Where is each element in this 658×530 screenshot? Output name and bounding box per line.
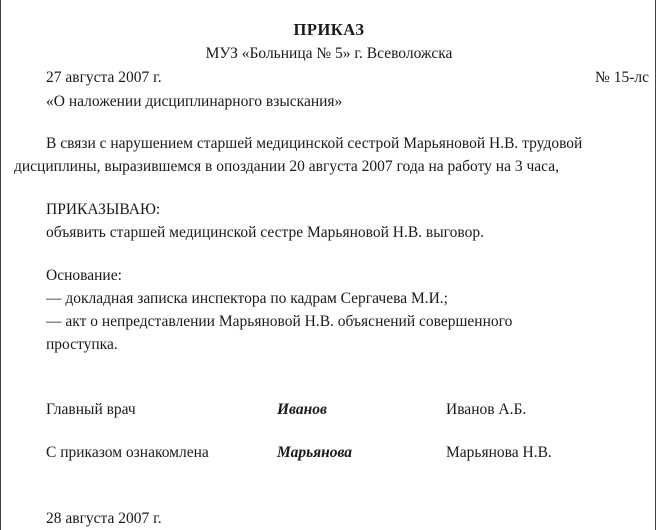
director-position: Главный врач — [46, 401, 136, 418]
basis-item-1: — докладная записка инспектора по кадрам Сергачева М.И.; — [46, 290, 448, 307]
director-name: Иванов А.Б. — [446, 401, 527, 418]
acquainted-name: Марьянова Н.В. — [446, 444, 552, 461]
acquainted-position: С приказом ознакомлена — [46, 444, 209, 461]
document-title: ПРИКАЗ — [293, 20, 365, 39]
order-subject: «О наложении дисциплинарного взыскания» — [46, 93, 343, 110]
basis-label: Основание: — [46, 267, 122, 284]
basis-item-2-line-1: — акт о непредставлении Марьяновой Н.В. объяснений совершенного — [46, 313, 513, 330]
order-number: № 15-лс — [595, 69, 649, 86]
order-word: ПРИКАЗЫВАЮ: — [46, 201, 161, 218]
organization-name: МУЗ «Больница № 5» г. Всеволожска — [205, 45, 453, 62]
director-signature: Иванов — [277, 401, 327, 418]
paragraph-line-2: дисциплины, выразившемся в опоздании 20 августа 2007 года на работу на 3 часа, — [14, 158, 559, 175]
acquainted-signature: Марьянова — [277, 444, 353, 461]
order-date: 27 августа 2007 г. — [46, 69, 162, 86]
footer-date: 28 августа 2007 г. — [46, 510, 162, 527]
paragraph-line-1: В связи с нарушением старшей медицинской сестрой Марьяновой Н.В. трудовой — [46, 135, 583, 152]
basis-item-2-line-2: проступка. — [46, 336, 118, 353]
order-text: объявить старшей медицинской сестре Марьяновой Н.В. выговор. — [46, 224, 484, 241]
